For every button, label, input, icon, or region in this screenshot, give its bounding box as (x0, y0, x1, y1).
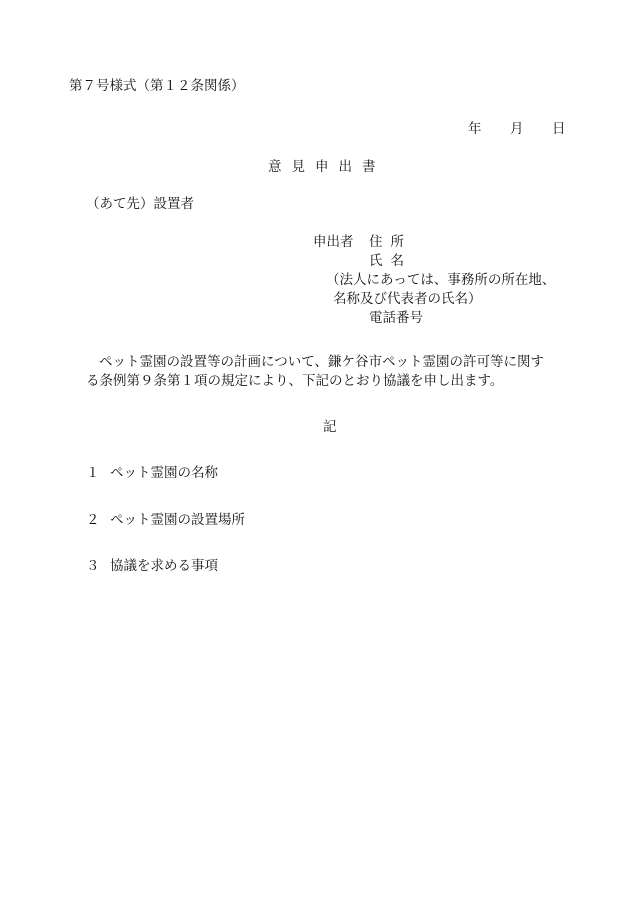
item-label: 協議を求める事項 (110, 558, 218, 574)
phone-label: 電話番号 (369, 310, 423, 326)
name-label: 氏名 (369, 253, 412, 269)
date-line (468, 123, 566, 137)
list-item (86, 514, 245, 528)
date-month-label: 月 (510, 121, 524, 137)
ki-heading: 記 (323, 419, 337, 435)
item-number: ３ (86, 558, 100, 574)
item-number: ２ (86, 512, 100, 528)
item-number: １ (86, 465, 100, 481)
list-item (86, 467, 218, 481)
body-text-line-1: ペット霊園の設置等の計画について、鎌ケ谷市ペット霊園の許可等に関す (99, 354, 544, 370)
date-year-label: 年 (468, 121, 482, 137)
corporate-note-line-1: （法人にあっては、事務所の所在地、 (326, 272, 556, 288)
list-item (86, 560, 218, 574)
document-title: 意見申出書 (268, 159, 386, 175)
item-label: ペット霊園の名称 (110, 465, 218, 481)
form-number: 第７号様式（第１２条関係） (69, 78, 245, 94)
body-text-line-2: る条例第９条第１項の規定により、下記のとおり協議を申し出ます。 (86, 373, 504, 389)
corporate-note-line-2: 名称及び代表者の氏名） (333, 291, 482, 307)
applicant-label: 申出者 (313, 234, 354, 250)
item-label: ペット霊園の設置場所 (110, 512, 245, 528)
address-label: 住所 (369, 234, 412, 250)
addressee: （あて先）設置者 (86, 196, 194, 212)
date-day-label: 日 (552, 121, 566, 137)
